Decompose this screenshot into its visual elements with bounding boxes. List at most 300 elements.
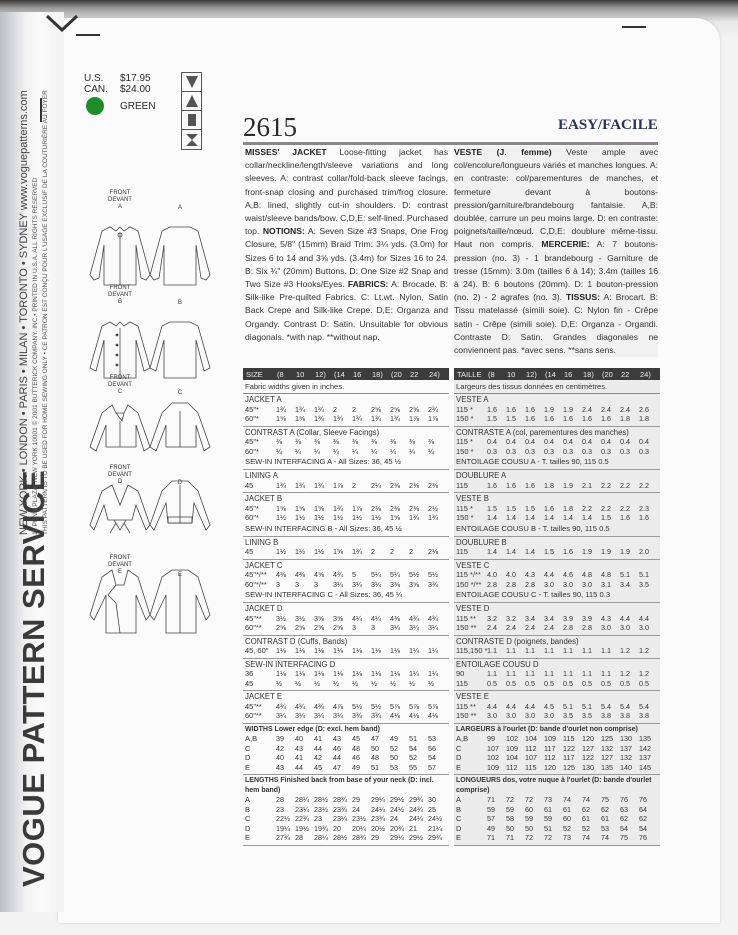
row-label: 60"* — [245, 513, 259, 522]
yardage-section — [243, 427, 449, 471]
yardage-section — [243, 691, 449, 724]
table-cell: 4.8 — [601, 570, 611, 579]
table-cell: 1.1 — [563, 669, 573, 678]
table-cell: 1.1 — [525, 646, 535, 655]
table-cell: 1¾ — [276, 480, 286, 490]
table-cell: 3⅝ — [314, 613, 324, 623]
table-cell: 61 — [582, 814, 590, 823]
section-title: VESTE C — [456, 560, 490, 570]
table-cell: 112 — [525, 743, 537, 753]
table-cell: 1½ — [333, 513, 343, 522]
table-cell: 23½ — [352, 814, 366, 823]
table-cell: 2⅜ — [409, 503, 419, 513]
table-cell: 132 — [601, 743, 613, 753]
table-cell: 109 — [506, 743, 518, 753]
table-cell: 51 — [409, 734, 417, 743]
table-row — [454, 734, 660, 744]
table-cell: 137 — [620, 743, 632, 753]
table-cell: 145 — [639, 762, 651, 772]
table-cell: 1¾ — [352, 547, 362, 556]
table-row — [454, 513, 660, 523]
table-cell: 3.8 — [601, 711, 611, 720]
table-cell: 64 — [639, 804, 647, 814]
table-cell: 1.6 — [487, 404, 497, 414]
table-cell: 24¼ — [371, 804, 385, 814]
table-row — [243, 679, 449, 689]
row-label: 60"** — [245, 711, 262, 720]
table-cell: 1.4 — [582, 513, 592, 522]
table-cell: 1¼ — [428, 646, 438, 655]
table-cell: 24 — [352, 804, 360, 814]
table-row — [454, 679, 660, 689]
table-row — [243, 580, 449, 590]
size-header-cell: (14 — [334, 369, 345, 379]
interfacing-note: ENTOILAGE COUSU A - T. tailles 90, 115 0.5 — [456, 457, 609, 466]
table-cell: 1¼ — [428, 669, 438, 678]
table-cell: 2 — [409, 547, 413, 556]
table-row — [454, 805, 660, 815]
table-cell: 127 — [582, 743, 594, 753]
table-cell: ½ — [276, 678, 282, 688]
row-label: E — [456, 762, 462, 772]
table-cell: 3¼ — [371, 579, 381, 589]
table-cell: 120 — [544, 762, 556, 772]
table-row — [243, 481, 449, 491]
table-cell: 2.8 — [487, 579, 497, 589]
size-header-cell: (8 — [277, 369, 284, 379]
table-cell: 2.2 — [620, 480, 630, 490]
section-title: VESTE A — [456, 395, 489, 404]
table-cell: 29¾ — [428, 833, 442, 842]
table-cell: 1½ — [371, 513, 381, 522]
table-cell: 50 — [371, 743, 379, 753]
view-label-back-e: E — [177, 572, 182, 578]
table-cell: 3.8 — [639, 711, 649, 720]
table-cell: 2.2 — [582, 503, 592, 513]
size-header-cell: 22 — [621, 369, 630, 379]
table-cell: 1.1 — [563, 646, 573, 655]
table-row — [454, 711, 660, 721]
fold-mark — [40, 98, 42, 122]
table-cell: 122 — [582, 753, 594, 762]
table-cell: 0.5 — [639, 678, 649, 688]
table-cell: 28½ — [333, 833, 347, 842]
table-cell: ¼ — [333, 446, 339, 456]
table-cell: 3¾ — [352, 711, 362, 720]
row-label: 45, 60" — [245, 646, 269, 655]
table-cell: ¼ — [428, 446, 434, 456]
table-cell: 115 — [563, 734, 575, 743]
table-cell: 49 — [487, 823, 495, 833]
row-label: B — [245, 804, 251, 814]
table-cell: 1½ — [314, 513, 324, 522]
table-row — [454, 547, 660, 557]
table-cell: 1⅞ — [428, 414, 438, 423]
table-cell: 2¾ — [428, 404, 438, 414]
table-cell: 1.1 — [506, 669, 516, 678]
table-cell: 27¾ — [276, 833, 290, 842]
table-row — [454, 824, 660, 834]
table-cell: 0.5 — [620, 678, 630, 688]
envelope-spine — [0, 12, 64, 912]
table-cell: 109 — [487, 762, 499, 772]
table-cell: 21 — [409, 823, 417, 833]
yardage-section — [243, 394, 449, 427]
table-cell: ⅜ — [295, 437, 301, 446]
size-header-cell: 10 — [507, 369, 516, 379]
table-cell: 4¾ — [333, 570, 343, 579]
table-cell: 132 — [620, 753, 632, 762]
table-cell: 0.3 — [563, 446, 573, 456]
table-cell: 0.5 — [525, 678, 535, 688]
table-cell: 4.6 — [563, 570, 573, 579]
table-cell: 50 — [390, 753, 398, 762]
table-cell: 0.4 — [487, 437, 497, 446]
table-row — [454, 437, 660, 447]
size-header-cell: 22 — [410, 369, 419, 379]
table-row — [243, 437, 449, 447]
table-row — [243, 763, 449, 773]
table-cell: 3.0 — [563, 579, 573, 589]
table-cell: 74 — [601, 833, 609, 842]
table-cell: 24¾ — [409, 804, 423, 814]
table-row — [454, 814, 660, 824]
table-cell: 48 — [371, 753, 379, 762]
table-cell: 2⅜ — [390, 480, 400, 490]
table-cell: 5½ — [352, 701, 362, 711]
table-cell: ⅜ — [428, 437, 434, 446]
table-cell: 52 — [582, 823, 590, 833]
table-cell: 3¾ — [371, 711, 381, 720]
table-cell: 1.8 — [639, 414, 649, 423]
table-cell: 2⅝ — [333, 623, 343, 632]
table-cell: 1.9 — [601, 547, 611, 556]
table-cell: 51 — [544, 823, 552, 833]
yardage-section — [454, 427, 660, 471]
view-label-front-a: FRONT DEVANT A — [108, 190, 132, 210]
table-cell: 1¼ — [409, 669, 419, 678]
table-row — [243, 614, 449, 624]
table-row — [243, 570, 449, 580]
yardage-section — [243, 775, 449, 846]
interfacing-note: ENTOILAGE COUSU B - T. tailles 90, 115 0.5 — [456, 523, 610, 533]
row-label: 90 — [456, 669, 465, 678]
table-cell: 3¼ — [333, 711, 343, 720]
table-cell: 4¼ — [371, 613, 381, 623]
table-cell: 76 — [639, 833, 647, 842]
row-label: C — [245, 814, 251, 823]
table-cell: 125 — [563, 762, 575, 772]
table-row — [243, 805, 449, 815]
table-cell: 28¼ — [314, 833, 328, 842]
fabric-width-note: Fabric widths given in inches. — [243, 380, 449, 394]
table-cell: 1.6 — [582, 414, 592, 423]
table-row — [243, 504, 449, 514]
table-cell: 127 — [601, 753, 613, 762]
table-row — [243, 623, 449, 633]
table-cell: 2 — [390, 547, 394, 556]
table-cell: 4.0 — [487, 570, 497, 579]
header-rule — [243, 142, 658, 145]
table-cell: 0.4 — [544, 437, 554, 446]
table-cell: 2½ — [428, 503, 438, 513]
table-row — [454, 753, 660, 763]
table-cell: 0.4 — [506, 437, 516, 446]
table-cell: 1.8 — [563, 503, 573, 513]
square-icon — [182, 111, 201, 130]
table-cell: 1.1 — [487, 646, 497, 655]
table-cell: 1¾ — [314, 414, 324, 423]
table-cell: 22½ — [276, 814, 290, 823]
table-cell: 20 — [333, 823, 341, 833]
table-cell: 1.1 — [544, 669, 554, 678]
table-cell: 2 — [333, 404, 337, 414]
table-cell: 3 — [352, 623, 356, 632]
table-cell: 4.4 — [620, 613, 630, 623]
row-label: 150 * — [456, 446, 474, 456]
table-cell: 5½ — [371, 701, 381, 711]
table-cell: 5½ — [409, 570, 419, 579]
row-label: A — [456, 795, 462, 804]
yardage-section — [243, 470, 449, 493]
table-cell: 1⅛ — [352, 646, 362, 655]
table-cell: 2.4 — [487, 623, 497, 632]
table-cell: 1.4 — [563, 513, 573, 522]
spine-note: THIS PATTERN IS TO BE USED FOR HOME SEWING ONLY • CE PATRON EST CONÇU POUR L'USAGE EXCLUSIF DE LA COUTURIÈRE AU FOYER — [42, 90, 49, 535]
section-title: JACKET D — [245, 604, 283, 613]
interfacing-note: ENTOILAGE COUSU C - T. tailles 90, 115 0.3 — [456, 590, 611, 599]
table-cell: 59 — [544, 814, 552, 823]
table-cell: 1¾ — [428, 513, 438, 522]
table-cell: 1.6 — [601, 414, 611, 423]
row-label: 115 — [456, 678, 468, 688]
table-cell: 3.8 — [620, 711, 630, 720]
table-cell: 1¾ — [333, 414, 343, 423]
table-cell: 3.9 — [563, 613, 573, 623]
row-label: 115 * — [456, 404, 473, 414]
table-cell: 0.4 — [639, 437, 649, 446]
row-label: 115,150 * — [456, 646, 488, 655]
table-cell: 104 — [525, 734, 537, 743]
table-cell: 4⅞ — [333, 701, 343, 711]
table-cell: 40 — [295, 734, 303, 743]
table-cell: 2.3 — [639, 503, 649, 513]
table-cell: 5.1 — [563, 701, 573, 711]
table-cell: 4¾ — [409, 613, 419, 623]
table-cell: 0.5 — [506, 678, 516, 688]
table-cell: 44 — [295, 762, 303, 772]
table-cell: 41 — [295, 753, 303, 762]
table-row — [454, 646, 660, 656]
table-cell: 5¼ — [390, 570, 400, 579]
table-cell: 0.3 — [582, 446, 592, 456]
table-row — [454, 580, 660, 590]
table-cell: 1⅞ — [333, 480, 343, 490]
table-cell: 2.2 — [601, 503, 611, 513]
table-cell: ¼ — [409, 446, 415, 456]
table-cell: 74 — [582, 795, 590, 804]
table-cell: 29 — [352, 795, 360, 804]
table-cell: 29¼ — [371, 795, 385, 804]
table-cell: 1⅝ — [276, 414, 286, 423]
table-cell: 112 — [544, 753, 556, 762]
yardage-section — [454, 659, 660, 692]
table-cell: 3.2 — [506, 613, 516, 623]
table-cell: 4.8 — [582, 570, 592, 579]
table-cell: 2 — [352, 404, 356, 414]
table-cell: 5.4 — [620, 701, 630, 711]
row-label: E — [456, 833, 462, 842]
row-label: 115 * — [456, 437, 473, 446]
table-cell: 137 — [639, 753, 651, 762]
size-header-cell: 10 — [296, 369, 305, 379]
table-cell: 5⅞ — [409, 701, 419, 711]
yardage-table-french — [454, 368, 660, 846]
table-cell: 1⅝ — [333, 547, 343, 556]
section-title: VESTE D — [456, 604, 490, 613]
row-label: 115 — [456, 480, 468, 490]
table-cell: 1⅝ — [295, 503, 305, 513]
table-cell: 0.4 — [620, 437, 630, 446]
spine-text-block — [14, 0, 78, 887]
table-cell: 54 — [620, 823, 628, 833]
section-title: ENTOILAGE COUSU D — [456, 659, 539, 669]
can-price: $24.00 — [120, 84, 151, 95]
table-cell: 5.4 — [639, 701, 649, 711]
table-cell: 1¾ — [371, 414, 381, 423]
table-cell: 52 — [409, 753, 417, 762]
table-cell: 1¾ — [314, 404, 324, 414]
table-cell: 0.5 — [544, 678, 554, 688]
row-label: 36 — [245, 669, 254, 678]
table-cell: 1.9 — [563, 404, 573, 414]
row-label: E — [245, 833, 251, 842]
table-cell: 3¼ — [390, 623, 400, 632]
table-cell: 3¼ — [333, 579, 343, 589]
table-cell: 0.5 — [487, 678, 497, 688]
table-cell: 3½ — [276, 613, 286, 623]
table-cell: 62 — [601, 804, 609, 814]
table-cell: 1⅝ — [295, 414, 305, 423]
table-row — [454, 405, 660, 415]
table-cell: 2.8 — [525, 579, 535, 589]
row-label: 45"*/** — [245, 570, 267, 579]
row-label: 45"** — [245, 701, 262, 711]
table-cell: 130 — [582, 762, 594, 772]
table-cell: 1¼ — [409, 646, 419, 655]
table-cell: 102 — [487, 753, 499, 762]
table-cell: 23 — [314, 814, 322, 823]
table-cell: 4⅛ — [428, 711, 438, 720]
interfacing-note: SEW-IN INTERFACING B - All Sizes: 36, 45 ½ — [245, 523, 402, 533]
size-header-cell: 18) — [372, 369, 383, 379]
table-cell: 1.1 — [601, 669, 611, 678]
table-row — [243, 513, 449, 523]
table-cell: 2.4 — [582, 404, 592, 414]
table-cell: 29¼ — [390, 833, 404, 842]
table-row — [243, 547, 449, 557]
table-cell: 1.5 — [487, 503, 497, 513]
table-cell: 2.6 — [639, 404, 649, 414]
table-row — [454, 833, 660, 843]
section-title: DOUBLURE B — [456, 537, 507, 547]
table-cell: 71 — [487, 795, 495, 804]
fold-mark — [622, 26, 646, 28]
table-cell: 0.3 — [620, 446, 630, 456]
table-row — [454, 623, 660, 633]
table-cell: ¼ — [390, 446, 396, 456]
row-label: 115 */** — [456, 570, 481, 579]
table-cell: 2⅜ — [428, 480, 438, 490]
table-cell: 1.4 — [525, 547, 535, 556]
table-cell: 5½ — [428, 570, 438, 579]
table-row — [454, 447, 660, 457]
table-cell: 19¼ — [276, 823, 290, 833]
table-cell: 1.5 — [544, 547, 554, 556]
table-cell: 4¾ — [295, 701, 305, 711]
table-cell: ¼ — [314, 446, 320, 456]
section-title: JACKET E — [245, 692, 283, 701]
table-cell: ½ — [333, 678, 339, 688]
table-cell: 3¾ — [428, 579, 438, 589]
table-cell: 62 — [639, 814, 647, 823]
table-cell: 2⅝ — [276, 623, 286, 632]
table-cell: 2 — [371, 547, 375, 556]
table-cell: 1.4 — [544, 513, 554, 522]
table-cell: 5.1 — [620, 570, 630, 579]
table-cell: 61 — [544, 804, 552, 814]
hourglass-icon — [182, 130, 201, 149]
table-cell: 4⅜ — [390, 613, 400, 623]
table-row — [454, 504, 660, 514]
table-cell: 39 — [276, 734, 284, 743]
table-cell: 3.0 — [506, 711, 516, 720]
table-cell: 23½ — [314, 804, 328, 814]
table-cell: 5.1 — [639, 570, 649, 579]
table-cell: 24½ — [390, 804, 404, 814]
table-cell: 1.9 — [544, 404, 554, 414]
table-cell: 3 — [295, 579, 299, 589]
table-row — [243, 833, 449, 843]
table-cell: 1½ — [276, 547, 286, 556]
section-title: VESTE E — [456, 692, 489, 701]
view-label-front-c: FRONT DEVANT C — [108, 375, 132, 395]
view-label-front-d: FRONT DEVANT D — [108, 465, 132, 485]
table-cell: 1⅞ — [409, 414, 419, 423]
table-cell: 40 — [276, 753, 284, 762]
table-cell: 0.3 — [506, 446, 516, 456]
table-cell: 2⅜ — [390, 503, 400, 513]
table-cell: 1⅛ — [314, 669, 324, 678]
size-header-cell: 16 — [564, 369, 573, 379]
row-label: 45"* — [245, 404, 259, 414]
table-cell: 55 — [409, 762, 417, 772]
table-row — [454, 795, 660, 805]
table-cell: ⅜ — [314, 437, 320, 446]
table-cell: 1.1 — [582, 669, 592, 678]
table-cell: ⅜ — [352, 437, 358, 446]
table-cell: 130 — [620, 734, 632, 743]
table-cell: 61 — [601, 814, 609, 823]
yardage-section — [454, 537, 660, 560]
table-cell: 3.0 — [639, 623, 649, 632]
view-label-back-a: A — [177, 205, 182, 211]
table-cell: 2.2 — [620, 503, 630, 513]
table-cell: 24 — [390, 814, 398, 823]
table-cell: 0.4 — [601, 437, 611, 446]
table-cell: 5.4 — [601, 701, 611, 711]
size-header-cell: 12) — [315, 369, 326, 379]
